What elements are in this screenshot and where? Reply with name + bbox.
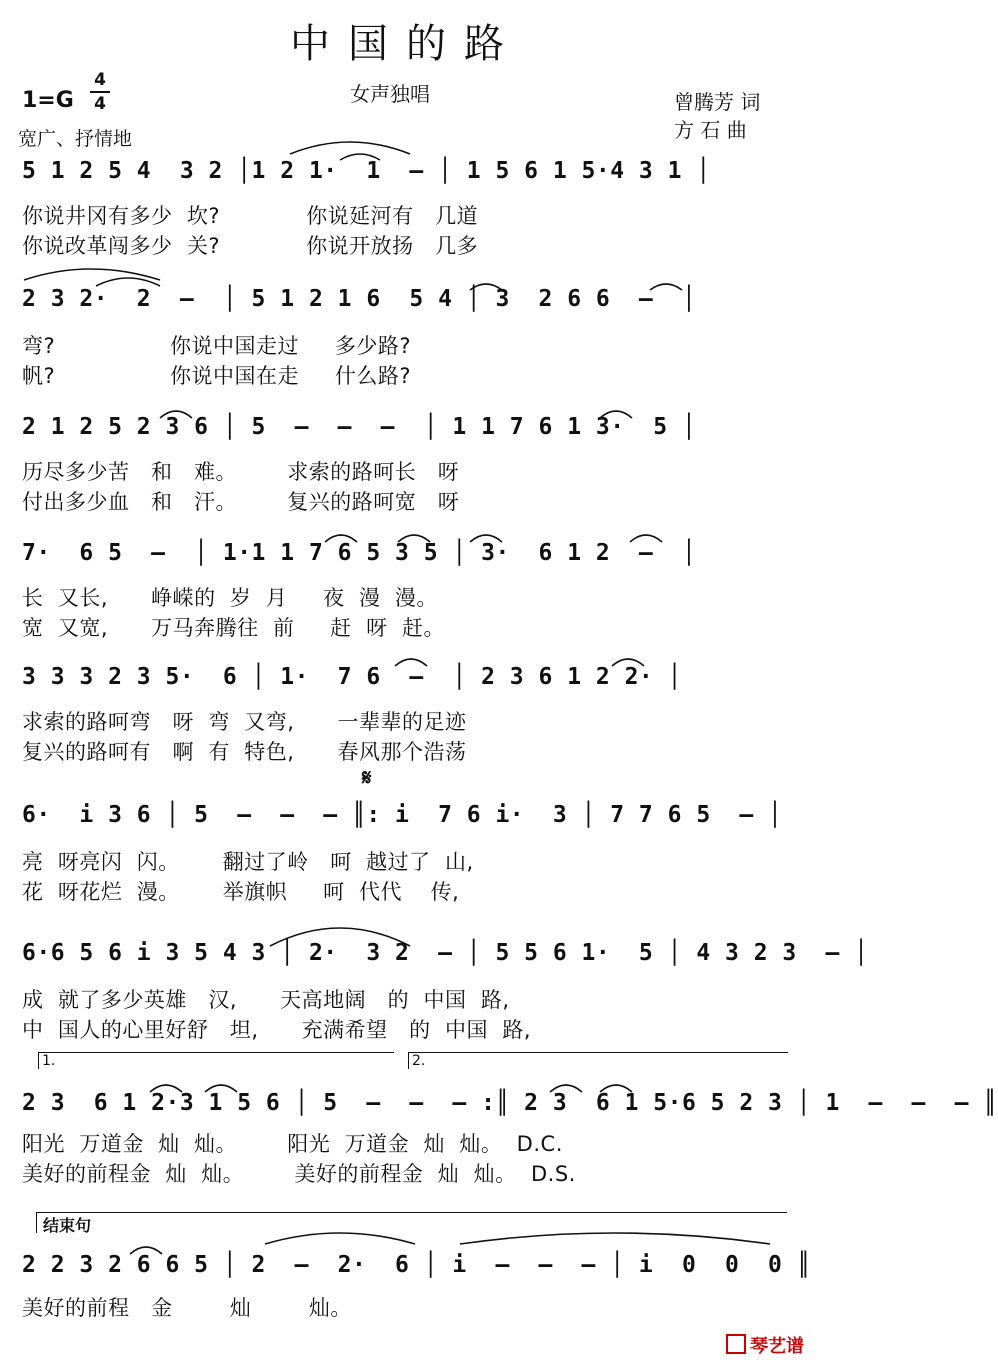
slur-arc (460, 1233, 770, 1244)
tempo-marking: 宽广、抒情地 (18, 128, 133, 150)
slur-arc (96, 278, 160, 286)
notes-system-4: 7· 6 5 – │ 1·1 1 7 6 5 3 5 │ 3· 6 1 2 – │ (22, 540, 697, 566)
slur-arc (150, 1085, 182, 1092)
slur-arc (398, 535, 430, 542)
lyrics-system-6-verse-1: 亮 呀亮闪 闪。 翻过了岭 呵 越过了 山, (22, 850, 474, 874)
notes-system-3: 2 1 2 5 2 3 6 │ 5 – – – │ 1 1 7 6 1 3· 5 │ (22, 414, 697, 440)
performance-subtitle: 女声独唱 (350, 82, 430, 106)
lyrics-system-3-verse-2: 付出多少血 和 汗。 复兴的路呵宽 呀 (22, 490, 460, 514)
slur-arc (600, 1085, 632, 1092)
notes-system-9: 2 2 3 2 6 6 5 │ 2 – 2· 6 │ i – – – │ i 0 0 0 ║ (22, 1252, 812, 1278)
slur-arc (470, 284, 502, 290)
lyrics-system-7-verse-2: 中 国人的心里好舒 坦, 充满希望 的 中国 路, (22, 1018, 532, 1042)
lyrics-system-3-verse-1: 历尽多少苦 和 难。 求索的路呵长 呀 (22, 460, 460, 484)
notes-system-5: 3 3 3 2 3 5· 6 │ 1· 7 6 – │ 2 3 6 1 2 2· │ (22, 664, 682, 690)
song-title: 中国的路 (290, 21, 522, 67)
lyrics-system-5-verse-2: 复兴的路呵有 啊 有 特色, 春风那个浩荡 (22, 740, 467, 764)
lyrics-system-5-verse-1: 求索的路呵弯 呀 弯 又弯, 一辈辈的足迹 (22, 710, 467, 734)
slur-arc (600, 411, 632, 418)
lyrics-system-4-verse-1: 长 又长, 峥嵘的 岁 月 夜 漫 漫。 (22, 586, 438, 610)
lyrics-system-8-verse-1: 阳光 万道金 灿 灿。 阳光 万道金 灿 灿。 D.C. (22, 1132, 563, 1156)
lyrics-system-4-verse-2: 宽 又宽, 万马奔腾往 前 赶 呀 赶。 (22, 616, 446, 640)
notes-system-8: 2 3 6 1 2·3 1 5 6 │ 5 – – – :║ 2 3 6 1 5·6 5 2 3 │ 1 – – – ║ (22, 1090, 998, 1116)
slur-arc (395, 659, 427, 666)
slur-arc (612, 659, 644, 666)
time-sig-bottom: 4 (94, 94, 106, 114)
slur-arc (265, 1233, 415, 1244)
lyrics-system-1-verse-1: 你说井冈有多少 坎? 你说延河有 几道 (22, 204, 479, 228)
lyrics-system-2-verse-2: 帆? 你说中国在走 什么路? (22, 364, 411, 388)
slur-arc (630, 535, 662, 542)
ending-phrase-bracket: 结束句 (36, 1212, 787, 1233)
slur-arc (340, 154, 380, 160)
slur-arc (130, 1247, 162, 1254)
lyrics-system-1-verse-2: 你说改革闯多少 关? 你说开放扬 几多 (22, 234, 479, 258)
second-ending-bracket: 2. (408, 1052, 788, 1069)
notes-system-2: 2 3 2· 2 – │ 5 1 2 1 6 5 4 │ 3 2 6 6 – │ (22, 286, 697, 312)
lyrics-system-7-verse-1: 成 就了多少英雄 汉, 天高地阔 的 中国 路, (22, 988, 510, 1012)
watermark-icon (726, 1334, 746, 1354)
slur-arc (650, 284, 682, 290)
slur-arc (550, 1085, 582, 1092)
slur-arc (270, 928, 410, 946)
key-signature: 1=G (22, 88, 74, 113)
watermark-logo (726, 1332, 804, 1358)
notes-system-7: 6·6 5 6 i 3 5 4 3 │ 2· 3 2 – │ 5 5 6 1· 5 │ 4 3 2 3 – │ (22, 940, 869, 966)
slur-arc (325, 535, 357, 542)
segno-sign: 𝄋 (362, 766, 372, 791)
time-sig-top: 4 (94, 70, 106, 90)
lyrics-system-9: 美好的前程 金 灿 灿。 (22, 1296, 352, 1320)
lyricist-credit: 曾腾芳 词 (674, 90, 761, 114)
lyrics-system-2-verse-1: 弯? 你说中国走过 多少路? (22, 334, 411, 358)
slur-arc (470, 535, 502, 542)
slur-arc (290, 142, 410, 154)
lyrics-system-6-verse-2: 花 呀花烂 漫。 举旗帜 呵 代代 传, (22, 880, 460, 904)
notes-system-1: 5 1 2 5 4 3 2 │1 2 1· 1 – │ 1 5 6 1 5·4 3 1 │ (22, 158, 711, 184)
notes-system-6: 6· i 3 6 │ 5 – – – ║: i 7 6 i· 3 │ 7 7 6 5 – │ (22, 802, 783, 828)
first-ending-bracket: 1. (38, 1052, 394, 1069)
slur-arc (160, 411, 192, 418)
watermark-text: 琴艺谱 (750, 1336, 804, 1357)
lyrics-system-8-verse-2: 美好的前程金 灿 灿。 美好的前程金 灿 灿。 D.S. (22, 1162, 576, 1186)
composer-credit: 方 石 曲 (674, 118, 747, 142)
slur-arc (205, 1085, 237, 1092)
